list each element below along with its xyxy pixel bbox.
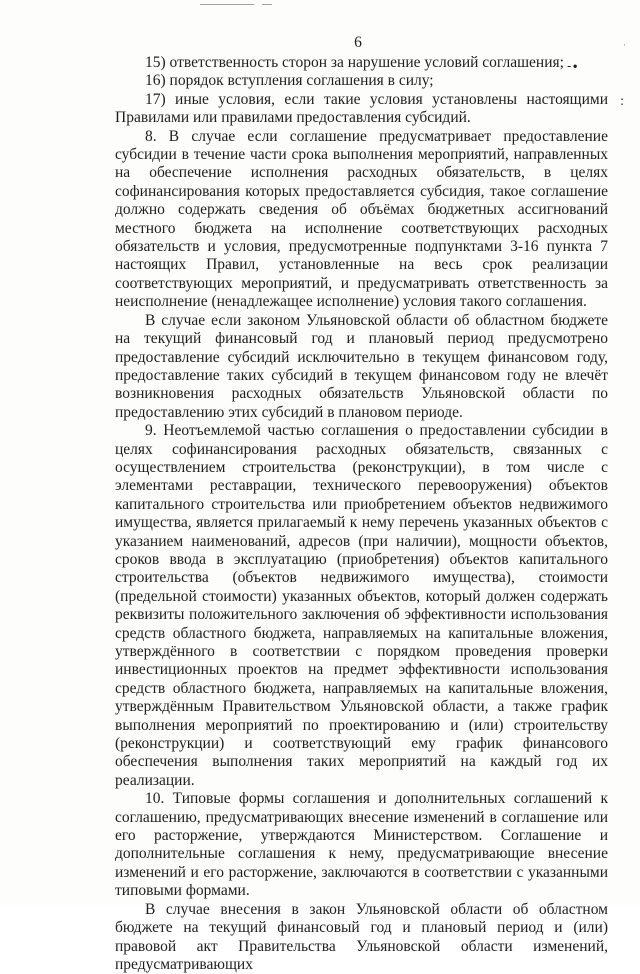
- scan-artifact-mark: :: [620, 94, 625, 108]
- scan-artifact-line: [200, 4, 254, 5]
- paragraph-clause-8-continued: В случае если законом Ульяновской области об областном бюджете на текущий финансовый год и плановый период предусмотрено предоставление субсидий исключительно в текущем финансовом году, предоставление таких субсидий в текущем финансовом году не влечёт возникновения расходных обязательств Ульяновской области по предоставлению этих субсидий в плановом периоде.: [115, 311, 608, 421]
- paragraph-item-17: 17) иные условия, если такие условия установлены настоящими Правилами или правилами предоставления субсидий.: [115, 90, 608, 127]
- page-number: 6: [354, 34, 362, 51]
- paragraph-clause-10-continued: В случае внесения в закон Ульяновской области об областном бюджете на текущий финансовый год и плановый период и (или) правовой акт Правительства Ульяновской области изменений, предусматривающих: [115, 900, 608, 973]
- document-body: [115, 54, 608, 974]
- scan-artifact-mark: ·: [623, 41, 626, 51]
- paragraph-clause-9: 9. Неотъемлемой частью соглашения о предоставлении субсидии в целях софинансирования расходных обязательств, связанных с осуществлением строительства (реконструкции), в том числе с элементами реставрации, технического перевооружения) объектов капитального строительства или приобретением объектов недвижимого имущества, является прилагаемый к нему перечень указанных объектов с указанием наименований, адресов (при наличии), мощности объектов, сроков ввода в эксплуатацию (приобретения) объектов капитального строительства (объектов недвижимого имущества), стоимости (предельной стоимости) указанных объектов, который должен содержать реквизиты положительного заключения об эффективности использования средств областного бюджета, направляемых на капитальные вложения, утверждённого в соответствии с порядком проведения проверки инвестиционных проектов на предмет эффективности использования средств областного бюджета, направляемых на капитальные вложения, утверждённым Правительством Ульяновской области, а также график выполнения мероприятий по проектированию и (или) строительству (реконструкции) и соответствующий ему график финансового обеспечения выполнения таких мероприятий на каждый год их реализации.: [115, 422, 608, 789]
- paragraph-clause-8: 8. В случае если соглашение предусматривает предоставление субсидии в течение части срока выполнения мероприятий, направленных на обеспечение исполнения расходных обязательств, в целях софинансирования которых предоставляется субсидия, такое соглашение должно содержать сведения об объёмах бюджетных ассигнований местного бюджета на исполнение соответствующих расходных обязательств и условия, предусмотренные подпунктами 3-16 пункта 7 настоящих Правил, установленные на весь срок реализации соответствующих мероприятий, и предусматривать ответственность за неисполнение (ненадлежащее исполнение) условия такого соглашения.: [115, 127, 608, 311]
- scan-artifact-mark: ‑∙: [567, 59, 579, 73]
- scan-artifact-line: [262, 4, 272, 5]
- paragraph-item-15: 15) ответственность сторон за нарушение условий соглашения;: [145, 54, 564, 71]
- paragraph-clause-10: 10. Типовые формы соглашения и дополнительных соглашений к соглашению, предусматривающих внесение изменений в соглашение или его расторжение, утверждаются Министерством. Соглашение и дополнительные соглашения к нему, предусматривающие внесение изменений и его расторжение, заключаются в соответствии с указанными типовыми формами.: [115, 790, 608, 900]
- paragraph-item-16: 16) порядок вступления соглашения в силу;: [145, 72, 434, 90]
